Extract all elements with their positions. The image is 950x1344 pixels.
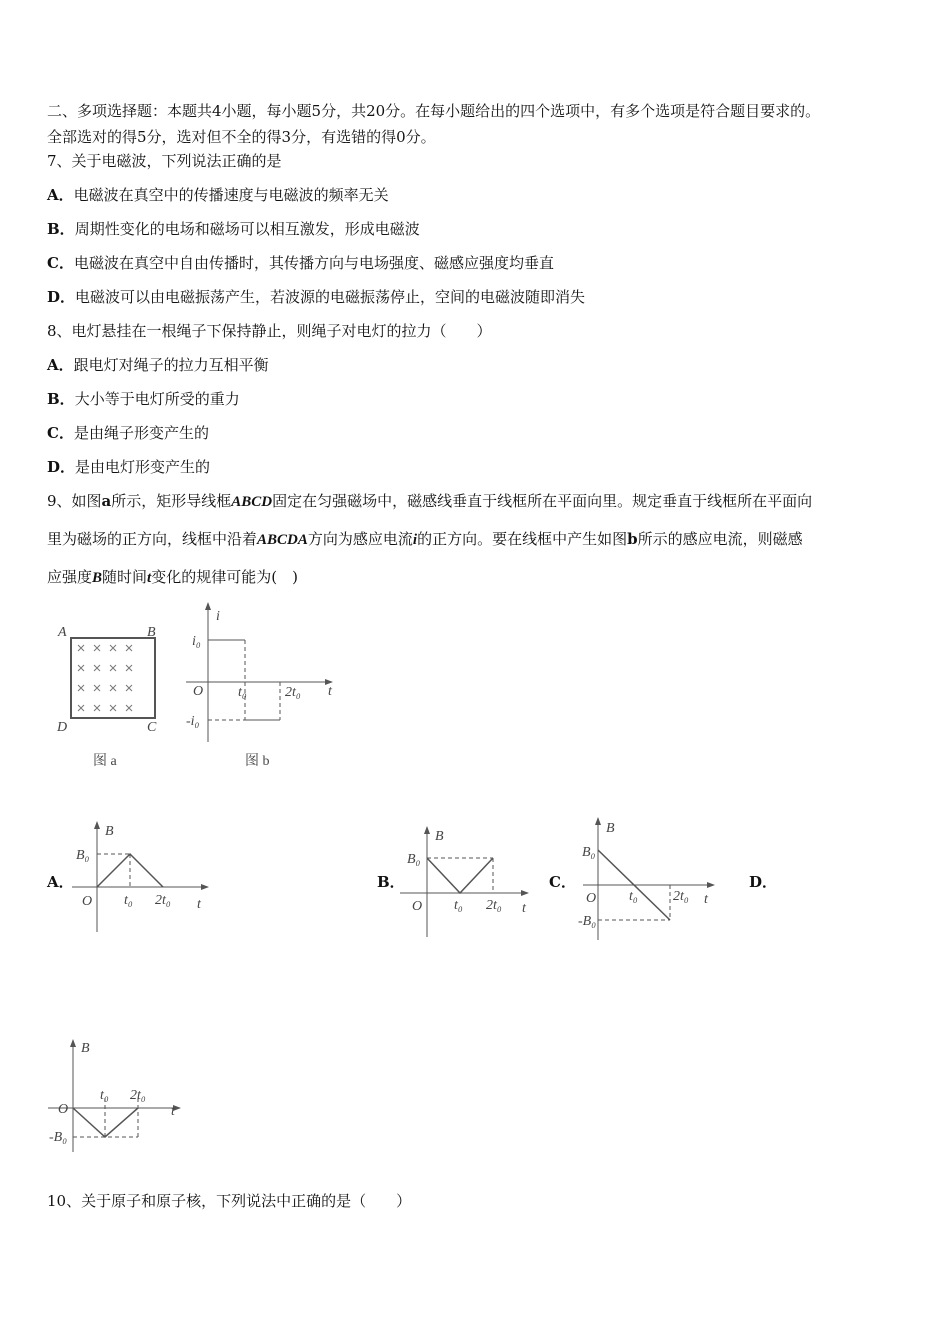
field-cross-icon [94,685,100,691]
option-label: B． [47,220,75,238]
text: 方向为感应电流 [307,530,413,548]
origin-label: O [586,891,597,906]
axis-t-label: t [171,1104,175,1119]
option-text: 是由电灯形变产生的 [75,458,211,476]
choice-c-label: C． [549,873,576,891]
field-cross-icon [110,645,116,651]
t0-label: t₀ [629,889,638,904]
field-cross-icon [94,705,100,711]
origin-label: O [58,1102,69,1117]
field-cross-icon [78,685,84,691]
text: 变化的规律可能为( ) [151,568,298,586]
graph-b [400,827,528,937]
option-text: 电磁波可以由电磁振荡产生，若波源的电磁振荡停止，空间的电磁波随即消失 [75,288,586,306]
graph-a [72,822,208,932]
axis-t-label: t [704,892,708,907]
axis-b-label: B [81,1041,90,1056]
option-label: C． [47,424,74,442]
i0-label: i₀ [192,634,201,649]
text: a [101,492,112,510]
field-cross-icon [78,705,84,711]
text: 所示，矩形导线框 [111,492,232,510]
origin-label: O [193,684,204,699]
choice-b-label: B． [377,873,405,891]
option-text: 是由绳子形变产生的 [73,424,209,442]
option-text: 周期性变化的电场和磁场可以相互激发，形成电磁波 [74,220,420,238]
option-label: A． [47,356,74,374]
field-cross-icon [78,665,84,671]
option-text: 大小等于电灯所受的重力 [74,390,240,408]
t0-label: t₀ [454,898,463,913]
caption-b: 图 b [245,754,270,769]
text: ABCD [231,494,273,510]
option-text: 电磁波在真空中自由传播时，其传播方向与电场强度、磁感应强度均垂直 [73,254,554,272]
text: i [412,532,418,548]
option-label: B． [47,390,75,408]
figure-a [56,625,157,769]
text: 的正方向。要在线框中产生如图 [417,530,628,548]
axis-i-label: i [216,609,220,624]
caption-a: 图 a [93,754,117,769]
2t0-label: 2t₀ [285,685,301,700]
text: B [92,570,103,586]
option-label: A． [47,186,74,204]
q10-stem: 10、关于原子和原子核，下列说法中正确的是（ ） [47,1192,412,1210]
t0-label: t₀ [124,893,133,908]
graph-c [583,818,714,940]
figure-b [186,603,332,742]
field-cross-icon [94,645,100,651]
axis-t-label: t [197,897,201,912]
t0-label: t₀ [100,1088,109,1103]
field-cross-icon [110,705,116,711]
neg-b0-label: -B₀ [49,1130,68,1145]
field-cross-icon [110,685,116,691]
choice-d-label: D． [749,873,778,891]
q7-stem: 7、关于电磁波，下列说法正确的是 [47,152,282,170]
text: t [147,570,152,586]
text: 所示的感应电流，则磁感 [637,530,803,548]
text: 应强度 [47,568,93,586]
field-cross-icon [126,665,132,671]
text: ABCDA [257,532,308,548]
field-cross-icon [110,665,116,671]
label-b: B [147,625,156,640]
option-text: 电磁波在真空中的传播速度与电磁波的频率无关 [73,186,389,204]
axis-t-label: t [522,901,526,916]
section-instructions: 全部选对的得5分，选对但不全的得3分，有选错的得0分。 [47,128,436,146]
text: 9、如图 [47,492,102,510]
option-label: D． [47,288,76,306]
2t0-label: 2t₀ [486,898,502,913]
magnetic-field-crosses [78,645,132,711]
2t0-label: 2t₀ [673,889,689,904]
2t0-label: 2t₀ [155,893,171,908]
field-cross-icon [94,665,100,671]
field-cross-icon [126,685,132,691]
2t0-label: 2t₀ [130,1088,146,1103]
graph-d [48,1040,180,1152]
axis-b-label: B [105,824,114,839]
origin-label: O [412,899,423,914]
axis-b-label: B [606,821,615,836]
field-cross-icon [126,645,132,651]
b0-label: B₀ [407,852,421,867]
origin-label: O [82,894,93,909]
b0-label: B₀ [582,845,596,860]
neg-i0-label: -i₀ [186,714,200,729]
field-cross-icon [78,645,84,651]
axis-b-label: B [435,829,444,844]
section-heading: 二、多项选择题：本题共4小题，每小题5分，共20分。在每小题给出的四个选项中，有多个选项是符合题目要求的。 [47,102,821,120]
option-label: C． [47,254,74,272]
option-label: D． [47,458,76,476]
b0-label: B₀ [76,848,90,863]
t0-label: t₀ [238,685,247,700]
neg-b0-label: -B₀ [578,914,597,929]
text: 随时间 [102,568,148,586]
text: 里为磁场的正方向，线框中沿着 [47,530,258,548]
choice-a-label: A． [47,873,74,891]
label-c: C [147,720,157,735]
axis-t-label: t [328,684,332,699]
text: b [627,530,638,548]
field-cross-icon [126,705,132,711]
label-d: D [57,720,68,735]
option-text: 跟电灯对绳子的拉力互相平衡 [73,356,269,374]
text: 固定在匀强磁场中，磁感线垂直于线框所在平面向里。规定垂直于线框所在平面向 [272,492,813,510]
q8-stem: 8、电灯悬挂在一根绳子下保持静止，则绳子对电灯的拉力（ ） [47,322,492,340]
label-a: A [58,625,67,640]
